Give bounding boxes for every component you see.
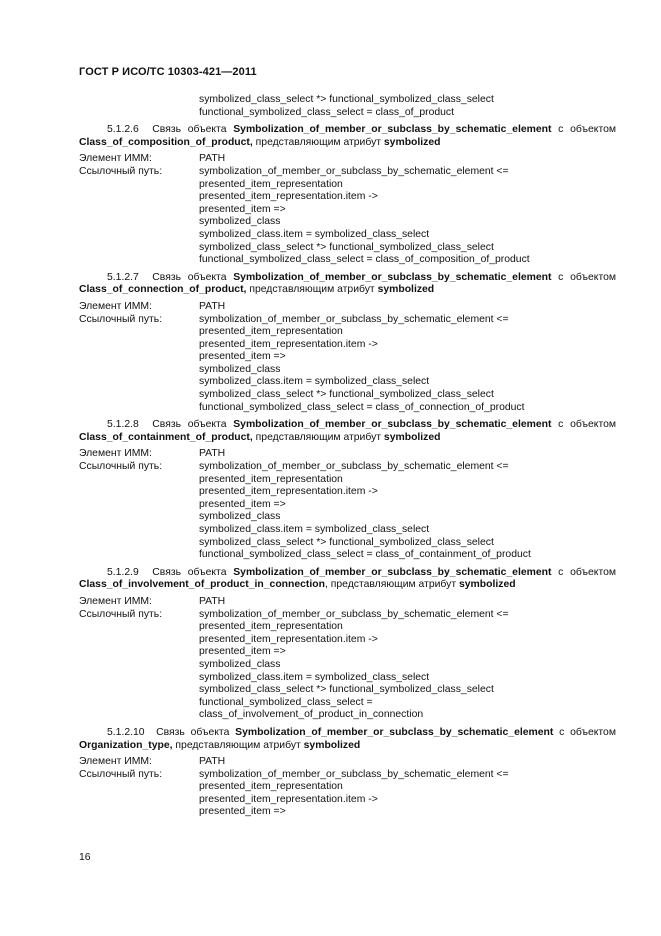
reference-path-line: presented_item_representation.item ->	[199, 793, 378, 805]
reference-path-label: Ссылочный путь:	[79, 313, 163, 325]
reference-path-line: symbolized_class	[199, 216, 281, 228]
reference-path-line: presented_item_representation	[199, 178, 343, 190]
clause-heading	[79, 272, 616, 297]
heading-text: Связь объекта	[152, 271, 234, 283]
space	[139, 124, 153, 135]
reference-path-line: functional_symbolized_class_select =	[199, 696, 373, 708]
heading-text: Связь объекта	[152, 566, 234, 578]
target-entity-name: Class_of_containment_of_product,	[79, 431, 253, 443]
reference-path-line: symbolization_of_member_or_subclass_by_schematic_element <=	[199, 461, 509, 473]
reference-path-line: presented_item_representation	[199, 473, 343, 485]
aim-element-label: Элемент ИММ:	[79, 153, 152, 165]
reference-path-label: Ссылочный путь:	[79, 768, 163, 780]
reference-path-line: symbolized_class_select *> functional_symbolized_class_select	[199, 684, 494, 696]
attribute-name: symbolized	[303, 739, 361, 751]
aim-element-label: Элемент ИММ:	[79, 448, 152, 460]
reference-path-line: symbolized_class_select *> functional_symbolized_class_select	[199, 536, 494, 548]
reference-path-line: symbolized_class_select *> functional_symbolized_class_select	[199, 389, 494, 401]
space	[139, 272, 153, 283]
clause-section	[79, 727, 616, 819]
clause-number: 5.1.2.10	[107, 726, 145, 738]
mapping-table	[79, 301, 616, 414]
reference-path-line: presented_item =>	[199, 351, 286, 363]
heading-text: с объектом	[551, 124, 617, 136]
page-number: 16	[79, 852, 91, 863]
clause-number: 5.1.2.8	[107, 419, 139, 431]
target-entity-name: Class_of_composition_of_product,	[79, 136, 253, 148]
clause-section	[79, 567, 616, 722]
heading-text: Связь объекта	[152, 419, 234, 431]
reference-path-label: Ссылочный путь:	[79, 165, 163, 177]
document-body	[79, 94, 616, 819]
aim-element-value: PATH	[199, 756, 226, 768]
space	[145, 727, 157, 738]
aim-element-label: Элемент ИММ:	[79, 595, 152, 607]
heading-text: Связь объекта	[152, 124, 234, 136]
reference-path-line: presented_item_representation.item ->	[199, 338, 378, 350]
reference-path	[199, 314, 616, 415]
reference-path-line: presented_item_representation	[199, 326, 343, 338]
reference-path-line: presented_item_representation.item ->	[199, 486, 378, 498]
aim-element-value: PATH	[199, 153, 226, 165]
reference-path	[199, 461, 616, 562]
reference-path-line: functional_symbolized_class_select = class_of_connection_of_product	[199, 401, 525, 413]
target-entity-name: Class_of_connection_of_product,	[79, 284, 247, 296]
heading-text: Связь объекта	[156, 726, 236, 738]
aim-element-label: Элемент ИММ:	[79, 300, 152, 312]
reference-path-line: symbolized_class.item = symbolized_class_select	[199, 671, 430, 683]
heading-text: представляющим атрибут	[252, 431, 384, 443]
reference-path-line: symbolization_of_member_or_subclass_by_schematic_element <=	[199, 608, 509, 620]
reference-path-line: class_of_involvement_of_product_in_connection	[199, 709, 424, 721]
entity-name: Symbolization_of_member_or_subclass_by_schematic_element	[233, 566, 552, 578]
heading-text: с объектом	[553, 726, 616, 738]
space	[139, 419, 153, 430]
heading-text: с объектом	[551, 271, 617, 283]
continuation-line: functional_symbolized_class_select = class_of_product	[199, 106, 455, 118]
reference-path-line: symbolized_class.item = symbolized_class_select	[199, 228, 430, 240]
mapping-table	[79, 448, 616, 561]
reference-path-line: symbolized_class	[199, 363, 281, 375]
sections-container	[79, 124, 616, 819]
reference-path-line: presented_item =>	[199, 203, 286, 215]
reference-path-line: presented_item =>	[199, 498, 286, 510]
mapping-table	[79, 756, 616, 819]
heading-text: с объектом	[551, 419, 617, 431]
entity-name: Symbolization_of_member_or_subclass_by_schematic_element	[235, 726, 554, 738]
reference-path-line: functional_symbolized_class_select = class_of_composition_of_product	[199, 254, 530, 266]
mapping-table	[79, 153, 616, 266]
reference-path	[199, 769, 616, 819]
attribute-name: symbolized	[458, 579, 516, 591]
reference-path-line: symbolized_class.item = symbolized_class_select	[199, 524, 430, 535]
entity-name: Symbolization_of_member_or_subclass_by_schematic_element	[233, 271, 552, 283]
reference-path	[199, 166, 616, 267]
reference-path-line: presented_item =>	[199, 806, 286, 818]
reference-path-line: symbolized_class	[199, 658, 281, 670]
heading-text: с объектом	[551, 566, 617, 578]
clause-number: 5.1.2.7	[107, 271, 139, 283]
clause-section	[79, 419, 616, 562]
reference-path-line: symbolization_of_member_or_subclass_by_schematic_element <=	[199, 313, 509, 325]
aim-element-value: PATH	[199, 448, 226, 460]
reference-path-line: symbolized_class	[199, 511, 281, 523]
clause-section	[79, 124, 616, 267]
reference-path-label: Ссылочный путь:	[79, 461, 163, 473]
reference-path-line: presented_item_representation	[199, 621, 343, 633]
entity-name: Symbolization_of_member_or_subclass_by_schematic_element	[233, 124, 552, 136]
heading-text: представляющим атрибут	[172, 739, 304, 751]
heading-text: представляющим атрибут	[246, 284, 378, 296]
document-header: ГОСТ Р ИСО/ТС 10303-421—2011	[79, 66, 257, 78]
clause-heading	[79, 727, 616, 752]
reference-path-line: presented_item_representation.item ->	[199, 633, 378, 645]
clause-number: 5.1.2.9	[107, 566, 139, 578]
attribute-name: symbolized	[383, 431, 441, 443]
target-entity-name: Class_of_involvement_of_product_in_connection	[79, 579, 325, 591]
clause-heading	[79, 567, 616, 592]
reference-path-line: symbolized_class_select *> functional_symbolized_class_select	[199, 241, 494, 253]
reference-path-line: presented_item_representation.item ->	[199, 191, 378, 203]
aim-element-value: PATH	[199, 300, 226, 312]
continuation-block	[199, 94, 616, 119]
target-entity-name: Organization_type,	[79, 739, 173, 751]
aim-element-label: Элемент ИММ:	[79, 756, 152, 768]
reference-path-line: presented_item =>	[199, 646, 286, 658]
reference-path-line: functional_symbolized_class_select = class_of_containment_of_product	[199, 549, 531, 561]
clause-heading	[79, 124, 616, 149]
reference-path-line: symbolization_of_member_or_subclass_by_schematic_element <=	[199, 165, 509, 177]
clause-heading	[79, 419, 616, 444]
space	[139, 567, 153, 578]
reference-path-line: symbolization_of_member_or_subclass_by_schematic_element <=	[199, 768, 509, 780]
reference-path	[199, 609, 616, 722]
heading-text: , представляющим атрибут	[324, 579, 459, 591]
reference-path-line: symbolized_class.item = symbolized_class_select	[199, 376, 430, 388]
attribute-name: symbolized	[383, 136, 441, 148]
clause-number: 5.1.2.6	[107, 124, 139, 136]
clause-section	[79, 272, 616, 415]
heading-text: представляющим атрибут	[252, 136, 384, 148]
reference-path-line: presented_item_representation	[199, 781, 343, 793]
continuation-line: symbolized_class_select *> functional_symbolized_class_select	[199, 94, 494, 105]
mapping-table	[79, 596, 616, 722]
aim-element-value: PATH	[199, 595, 226, 607]
entity-name: Symbolization_of_member_or_subclass_by_schematic_element	[233, 419, 552, 431]
reference-path-label: Ссылочный путь:	[79, 608, 163, 620]
attribute-name: symbolized	[377, 284, 435, 296]
